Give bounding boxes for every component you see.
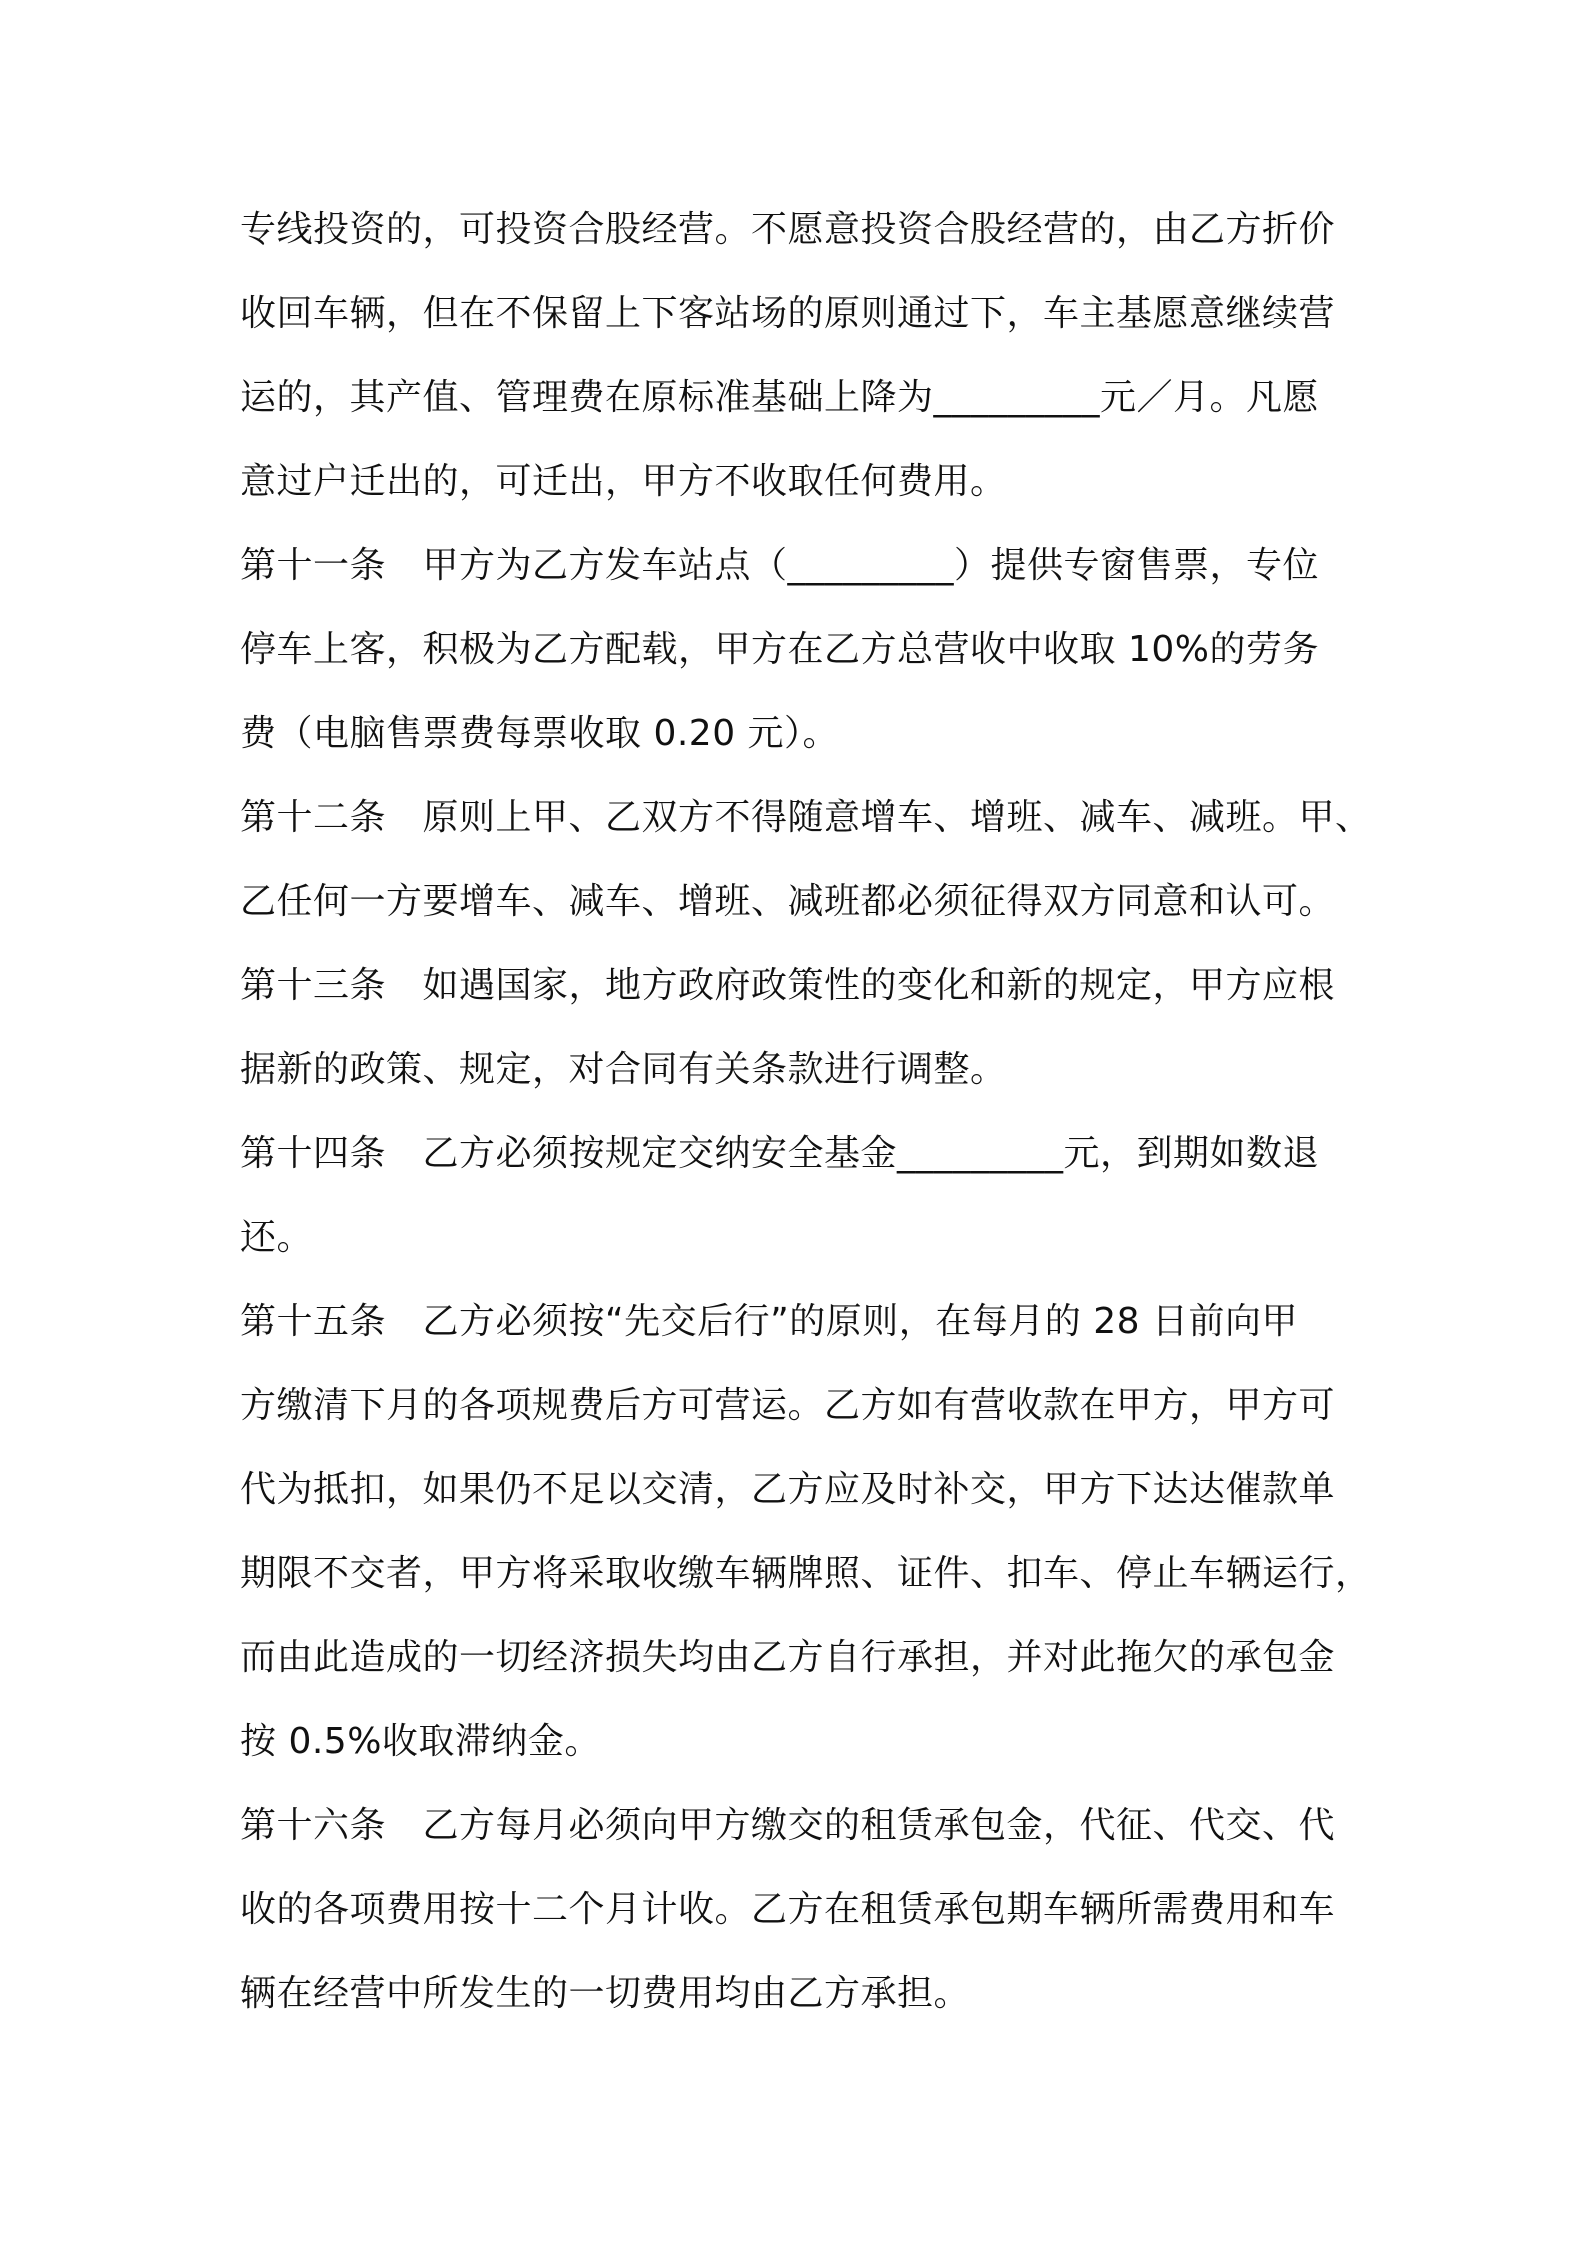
text-line: 收回车辆，但在不保留上下客站场的原则通过下，车主基愿意继续营 bbox=[240, 293, 1336, 334]
text-line: 意过户迁出的，可迁出，甲方不收取任何费用。 bbox=[240, 461, 1007, 502]
article-14-heading-line: 第十四条 乙方必须按规定交纳安全基金_________元，到期如数退 bbox=[240, 1133, 1320, 1174]
text-line: 代为抵扣，如果仍不足以交清，乙方应及时补交，甲方下达达催款单 bbox=[240, 1469, 1336, 1510]
text-line: 收的各项费用按十二个月计收。乙方在租赁承包期车辆所需费用和车 bbox=[240, 1889, 1336, 1930]
text-line: 据新的政策、规定，对合同有关条款进行调整。 bbox=[240, 1049, 1007, 1090]
text-line: 专线投资的，可投资合股经营。不愿意投资合股经营的，由乙方折价 bbox=[240, 209, 1336, 250]
article-12-heading-line: 第十二条 原则上甲、乙双方不得随意增车、增班、减车、减班。甲、 bbox=[240, 797, 1372, 838]
text-line: 期限不交者，甲方将采取收缴车辆牌照、证件、扣车、停止车辆运行， bbox=[240, 1553, 1372, 1594]
text-line: 辆在经营中所发生的一切费用均由乙方承担。 bbox=[240, 1973, 971, 2014]
article-16-heading-line: 第十六条 乙方每月必须向甲方缴交的租赁承包金，代征、代交、代 bbox=[240, 1805, 1336, 1846]
text-line: 而由此造成的一切经济损失均由乙方自行承担，并对此拖欠的承包金 bbox=[240, 1637, 1336, 1678]
article-11-heading-line: 第十一条 甲方为乙方发车站点（_________）提供专窗售票，专位 bbox=[240, 545, 1320, 586]
text-line: 方缴清下月的各项规费后方可营运。乙方如有营收款在甲方，甲方可 bbox=[240, 1385, 1336, 1426]
text-line: 停车上客，积极为乙方配载，甲方在乙方总营收中收取 10%的劳务 bbox=[240, 629, 1319, 670]
text-line: 按 0.5%收取滞纳金。 bbox=[240, 1721, 601, 1762]
text-line: 费（电脑售票费每票收取 0.20 元）。 bbox=[240, 713, 840, 754]
article-13-heading-line: 第十三条 如遇国家，地方政府政策性的变化和新的规定，甲方应根 bbox=[240, 965, 1336, 1006]
article-15-heading-line: 第十五条 乙方必须按“先交后行”的原则，在每月的 28 日前向甲 bbox=[240, 1301, 1298, 1342]
text-line: 运的，其产值、管理费在原标准基础上降为_________元／月。凡愿 bbox=[240, 377, 1320, 418]
text-line: 还。 bbox=[240, 1217, 314, 1258]
text-line: 乙任何一方要增车、减车、增班、减班都必须征得双方同意和认可。 bbox=[240, 881, 1336, 922]
